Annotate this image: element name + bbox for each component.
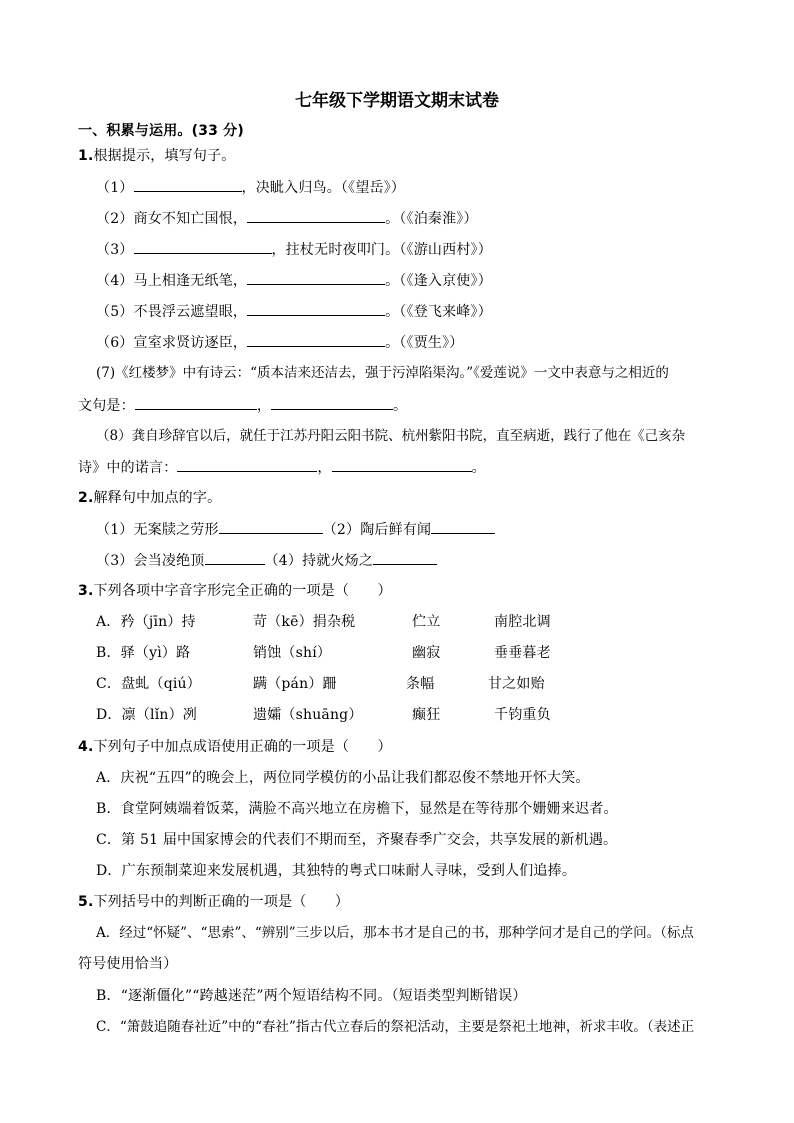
answer-blank[interactable] <box>205 550 265 565</box>
question-prompt: 下列句子中加点成语使用正确的一项是（ ） <box>93 739 392 755</box>
question-1 <box>78 146 235 166</box>
answer-blank[interactable] <box>134 177 242 192</box>
question-number: 2. <box>78 490 94 506</box>
q1-item-7-answer: 文句是： ， 。 <box>78 395 407 416</box>
section-heading: 一、积累与运用。(33 分) <box>78 123 244 139</box>
q1-item-3: （3） ，拄杖无时夜叩门。（《游山西村》） <box>96 239 492 260</box>
answer-blank[interactable] <box>431 519 495 534</box>
q1-item-2: （2）商女不知亡国恨， 。（《泊秦淮》） <box>96 208 478 229</box>
q1-item-7: (7)《红楼梦》中有诗云：“质本洁来还洁去，强于污淖陷渠沟。”《爱莲说》一文中表意与之相近的 <box>96 365 669 381</box>
answer-blank[interactable] <box>177 457 317 472</box>
question-number: 3. <box>78 583 94 599</box>
page-title: 七年级下学期语文期末试卷 <box>295 91 499 111</box>
question-number: 4. <box>78 739 94 755</box>
question-2 <box>78 488 221 508</box>
q4-option-c[interactable]: C．第 51 届中国家博会的代表们不期而至，齐聚春季广交会，共享发展的新机遇。 <box>96 832 618 848</box>
q4-option-b[interactable]: B．食堂阿姨端着饭菜，满脸不高兴地立在房檐下，显然是在等待那个姗姗来迟者。 <box>96 801 618 817</box>
q1-item-4: （4）马上相逢无纸笔， 。（《逢入京使》） <box>96 270 492 291</box>
answer-blank[interactable] <box>247 301 385 316</box>
question-number: 5. <box>78 894 94 910</box>
q1-item-1: （1） ，决眦入归鸟。（《望岳》） <box>96 177 405 198</box>
answer-blank[interactable] <box>219 519 323 534</box>
q5-option-c[interactable]: C．“箫鼓追随春社近”中的“春社”指古代立春后的祭祀活动，主要是祭祀土地神，祈求丰收。（表述正 <box>96 1019 695 1035</box>
answer-blank[interactable] <box>247 208 385 223</box>
answer-blank[interactable] <box>134 239 272 254</box>
q4-option-a[interactable]: A．庆祝“五四”的晚会上，两位同学模仿的小品让我们都忍俊不禁地开怀大笑。 <box>96 770 590 786</box>
question-prompt: 下列各项中字音字形完全正确的一项是（ ） <box>93 583 392 599</box>
answer-blank[interactable] <box>247 270 385 285</box>
q1-item-8: （8）龚自珍辞官以后，就任于江苏丹阳云阳书院、杭州紫阳书院，直至病逝，践行了他在《己亥杂 <box>96 428 686 444</box>
q3-option-b[interactable]: B．驿（yì）路 销蚀（shí） 幽寂 垂垂暮老 <box>96 645 551 661</box>
question-number: 1. <box>78 148 94 164</box>
answer-blank[interactable] <box>247 332 385 347</box>
answer-blank[interactable] <box>135 395 257 410</box>
q4-option-d[interactable]: D．广东预制菜迎来发展机遇，其独特的粤式口味耐人寻味，受到人们追捧。 <box>96 863 577 879</box>
q5-option-a[interactable]: A．经过“怀疑”、“思索”、“辨别”三步以后，那本书才是自己的书，那种学问才是自己的学问。（标点 <box>96 925 694 941</box>
q5-option-b[interactable]: B．“逐渐僵化”“跨越迷茫”两个短语结构不同。（短语类型判断错误） <box>96 988 527 1004</box>
question-prompt: 下列括号中的判断正确的一项是（ ） <box>93 894 350 910</box>
question-4 <box>78 737 392 757</box>
question-prompt: 解释句中加点的字。 <box>93 490 222 506</box>
q3-option-c[interactable]: C．盘虬（qiú） 蹒（pán）跚 条幅 甘之如贻 <box>96 676 545 692</box>
question-prompt: 根据提示，填写句子。 <box>93 148 236 164</box>
q1-item-6: （6）宣室求贤访逐臣， 。（《贾生》） <box>96 332 464 353</box>
q5-option-a-cont: 符号使用恰当） <box>78 956 178 972</box>
answer-blank[interactable] <box>271 395 393 410</box>
q1-item-8-answer: 诗》中的诺言： ， 。 <box>78 457 486 478</box>
q3-option-d[interactable]: D．凛（lǐn）冽 遗孀（shuāng） 癫狂 千钧重负 <box>96 707 551 723</box>
answer-blank[interactable] <box>373 550 437 565</box>
question-5 <box>78 892 349 912</box>
q2-row-2: （3）会当凌绝顶 （4）持就火炀之 <box>96 550 437 571</box>
q1-item-5: （5）不畏浮云遮望眼， 。（《登飞来峰》） <box>96 301 492 322</box>
q3-option-a[interactable]: A．矜（jīn）持 苛（kē）捐杂税 伫立 南腔北调 <box>96 614 551 630</box>
answer-blank[interactable] <box>332 457 472 472</box>
q2-row-1: （1）无案牍之劳形 （2）陶后鲜有闻 <box>96 519 495 540</box>
question-3 <box>78 581 392 601</box>
